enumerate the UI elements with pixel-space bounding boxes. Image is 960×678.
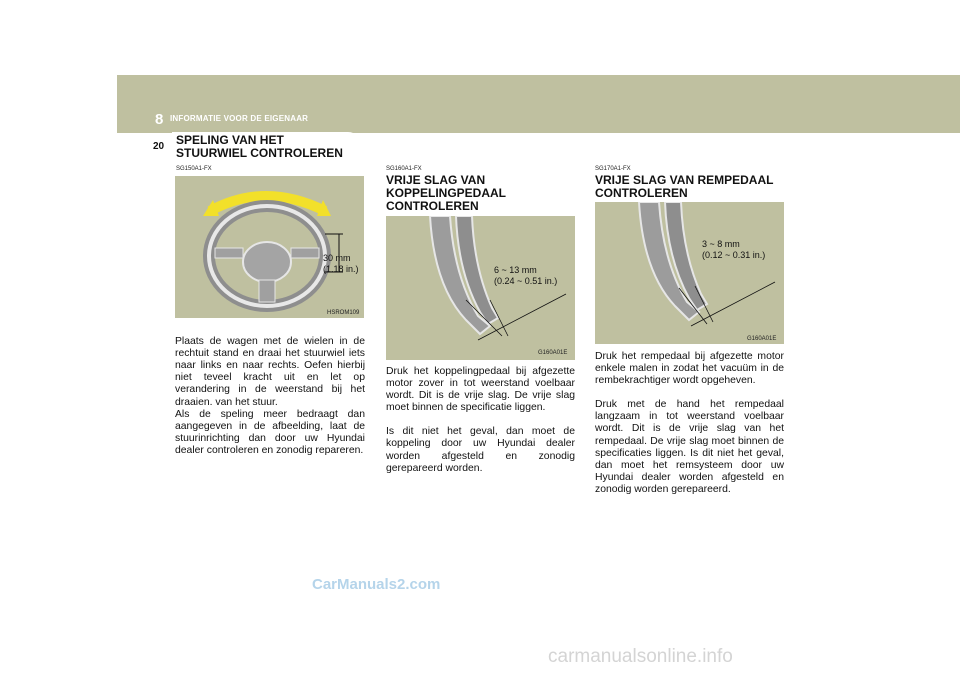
col3-measure: 3 ~ 8 mm (0.12 ~ 0.31 in.) [702, 239, 766, 260]
col2-title: VRIJE SLAG VAN KOPPELINGPEDAAL CONTROLEREN [386, 173, 506, 213]
col2-code: SG160A1-FX [386, 166, 422, 172]
clutch-pedal-illustration [386, 216, 575, 360]
clutch-pedal-figure [386, 216, 575, 360]
chapter-number: 8 [155, 111, 164, 128]
col3-title: VRIJE SLAG VAN REMPEDAAL CONTROLEREN [595, 173, 774, 200]
col1-body [175, 324, 365, 481]
footer-watermark: carmanualsonline.info [548, 646, 733, 667]
steering-wheel-figure [175, 176, 364, 318]
brake-pedal-figure [595, 202, 784, 344]
col1-figure-code: HSROM109 [327, 310, 360, 316]
page-number: 20 [153, 141, 165, 152]
brake-pedal-illustration [595, 202, 784, 344]
col3-code: SG170A1-FX [595, 166, 631, 172]
section-title-line2: STUURWIEL CONTROLEREN [176, 146, 343, 160]
col2-measure: 6 ~ 13 mm (0.24 ~ 0.51 in.) [494, 265, 558, 286]
col2-paragraph-1: Druk het koppelingpedaal bij afgezette motor zover in tot weerstand voelbaar wordt. Dit is de vrije slag. De vrije slag moet binnen de specificatie liggen. [386, 366, 575, 414]
section-title-line1: SPELING VAN HET [176, 133, 284, 147]
col2-paragraph-2: Is dit niet het geval, dan moet de koppeling door uw Hyundai dealer worden afgesteld en zonodig gerepareerd worden. [386, 426, 575, 474]
chapter-title: INFORMATIE VOOR DE EIGENAAR [170, 114, 309, 123]
col3-paragraph-2: Druk met de hand het rempedaal langzaam in tot weerstand voelbaar wordt. Dit is de vrije slag van het rempedaal. De vrije slag moet binnen de specificaties liggen. Is dit niet het geval, dan moet het remsysteem door uw Hyundai dealer worden afgesteld en zonodig worden gerepareerd. [595, 399, 784, 495]
col2-body [386, 366, 575, 487]
col3-body [595, 351, 784, 508]
col1-paragraph: Plaats de wagen met de wielen in de rechtuit stand en draai het stuurwiel iets naar links en naar rechts. Oefen hierbij niet teveel kracht uit en let op verandering in de weerstand bij het draaien. van het stuur. Als de speling meer bedraagt dan aangegeven in de afbeelding, laat de stuurinrichting dan door uw Hyundai dealer controleren en zonodig repareren. [175, 336, 365, 456]
header-band [117, 75, 960, 133]
steering-wheel-illustration [175, 176, 364, 318]
col3-figure-code: G160A01E [747, 336, 777, 342]
col1-code: SG150A1-FX [176, 166, 212, 172]
col3-paragraph-1: Druk het rempedaal bij afgezette motor enkele malen in zodat het vacuüm in de rembekrachtiger wordt opgeheven. [595, 351, 784, 387]
watermark-link[interactable]: CarManuals2.com [312, 576, 441, 593]
col2-figure-code: G160A01E [538, 350, 568, 356]
section-title [176, 134, 343, 160]
col1-measure: 30 mm (1.18 in.) [323, 253, 359, 274]
